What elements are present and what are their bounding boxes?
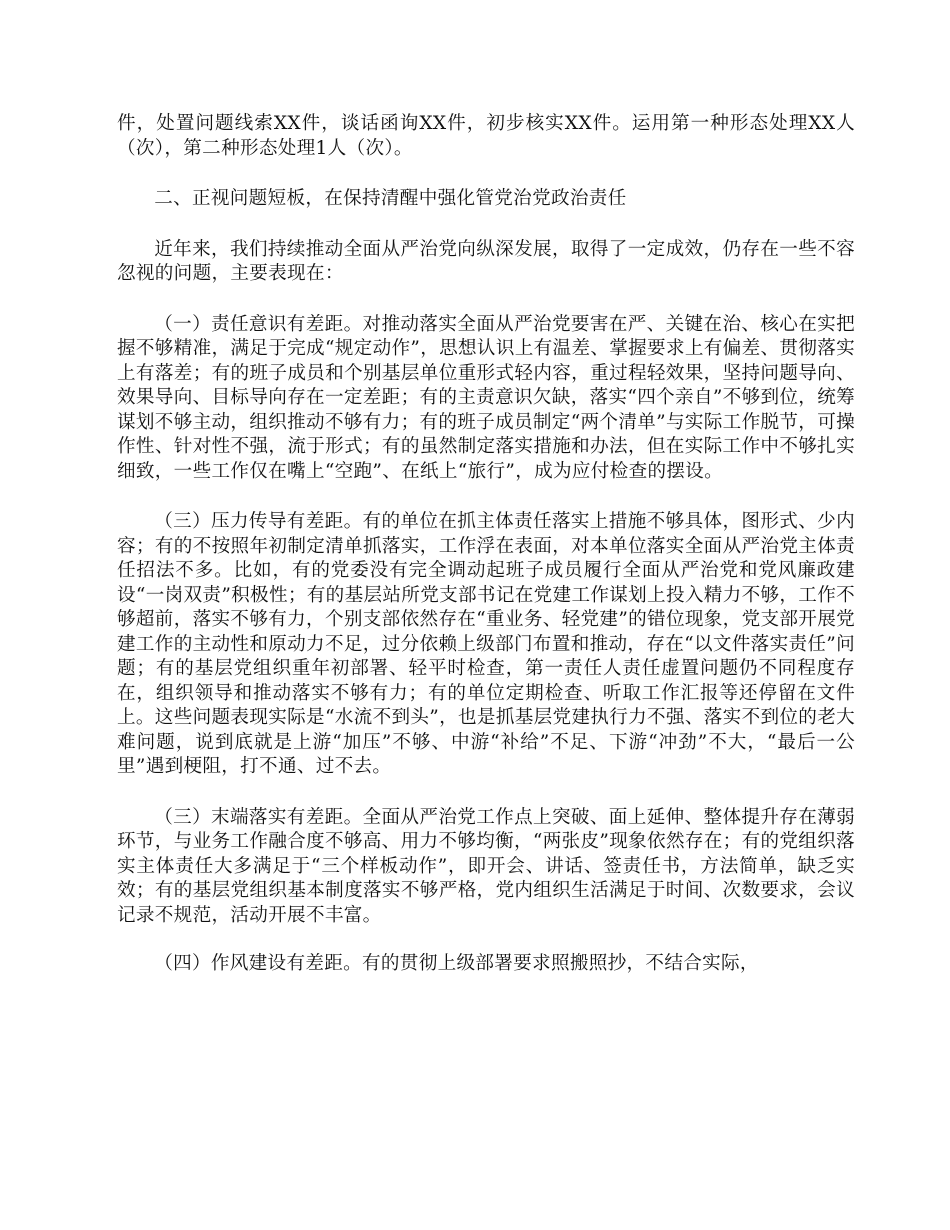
paragraph-pressure-transmission: （三）压力传导有差距。有的单位在抓主体责任落实上措施不够具体，图形式、少内容；有的不按照年初制定清单抓落实，工作浮在表面，对本单位落实全面从严治党主体责任招法不多。比如，有的党委没有完全调动起班子成员履行全面从严治党和党风廉政建设“一岗双责”积极性；有的基层站所党支部书记在党建工作谋划上投入精力不够，工作不够超前，落实不够有力，个别支部依然存在“重业务、轻党建”的错位现象，党支部开展党建工作的主动性和原动力不足，过分依赖上级部门布置和推动，存在“以文件落实责任”问题；有的基层党组织重年初部署、轻平时检查，第一责任人责任虚置问题仍不同程度存在，组织领导和推动落实不够有力；有的单位定期检查、听取工作汇报等还停留在文件上。这些问题表现实际是“水流不到头”，也是抓基层党建执行力不强、落实不到位的老大难问题，说到底就是上游“加压”不够、中游“补给”不足、下游“冲劲”不大，“最后一公里”遇到梗阻，打不通、过不去。 — [117, 511, 855, 777]
document-page — [117, 112, 855, 977]
paragraph-continuation: 件，处置问题线索XX件，谈话函询XX件，初步核实XX件。运用第一种形态处理XX人（次），第二种形态处理1人（次）。 — [117, 113, 855, 159]
paragraph-work-style: （四）作风建设有差距。有的贯彻上级部署要求照搬照抄，不结合实际， — [154, 953, 759, 974]
paragraph-intro: 近年来，我们持续推动全面从严治党向纵深发展，取得了一定成效，仍存在一些不容忽视的问题，主要表现在： — [117, 238, 855, 284]
section-heading: 二、正视问题短板，在保持清醒中强化管党治党政治责任 — [154, 188, 627, 209]
paragraph-terminal-implementation: （三）末端落实有差距。全面从严治党工作点上突破、面上延伸、整体提升存在薄弱环节，与业务工作融合度不够高、用力不够均衡，“两张皮”现象依然存在；有的党组织落实主体责任大多满足于“三个样板动作”，即开会、讲话、签责任书，方法简单，缺乏实效；有的基层党组织基本制度落实不够严格，党内组织生活满足于时间、次数要求，会议记录不规范，活动开展不丰富。 — [117, 806, 855, 926]
paragraph-responsibility-awareness: （一）责任意识有差距。对推动落实全面从严治党要害在严、关键在治、核心在实把握不够精准，满足于完成“规定动作”，思想认识上有温差、掌握要求上有偏差、贯彻落实上有落差；有的班子成员和个别基层单位重形式轻内容，重过程轻效果，坚持问题导向、效果导向、目标导向存在一定差距；有的主责意识欠缺，落实“四个亲自”不够到位，统筹谋划不够主动，组织推动不够有力；有的班子成员制定“两个清单”与实际工作脱节，可操作性、针对性不强，流于形式；有的虽然制定落实措施和办法，但在实际工作中不够扎实细致，一些工作仅在嘴上“空跑”、在纸上“旅行”，成为应付检查的摆设。 — [117, 313, 855, 482]
